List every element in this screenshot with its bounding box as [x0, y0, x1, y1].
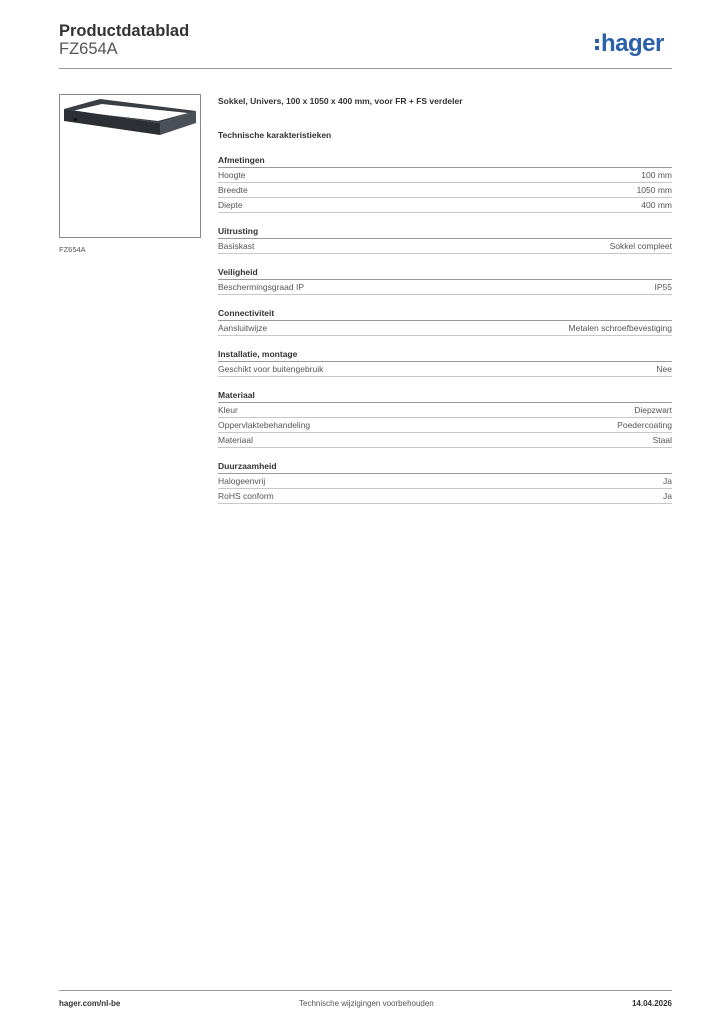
spec-value: Poedercoating [617, 420, 672, 430]
spec-value: 400 mm [641, 200, 672, 210]
spec-label: Aansluitwijze [218, 323, 268, 333]
spec-value: Sokkel compleet [609, 241, 672, 251]
spec-label: Oppervlaktebehandeling [218, 420, 311, 430]
product-image [60, 95, 200, 237]
spec-label: Hoogte [218, 170, 246, 180]
spec-value: Metalen schroefbevestiging [568, 323, 672, 333]
product-image-frame [59, 94, 201, 238]
spec-sections [218, 154, 672, 504]
header-divider [59, 68, 672, 69]
spec-label: Materiaal [218, 435, 253, 445]
spec-label: Geschikt voor buitengebruik [218, 364, 324, 374]
footer-date: 14.04.2026 [631, 999, 672, 1008]
spec-value: Ja [663, 491, 672, 501]
spec-row [218, 280, 672, 295]
logo-text: hager [601, 30, 664, 57]
spec-section [218, 348, 672, 377]
spec-label: Beschermingsgraad IP [218, 282, 304, 292]
page-title: Productdatablad [59, 22, 190, 40]
spec-section [218, 460, 672, 504]
spec-section [218, 266, 672, 295]
spec-content [218, 95, 672, 504]
spec-value: Nee [656, 364, 672, 374]
footer-disclaimer: Technische wijzigingen voorbehouden [299, 999, 434, 1008]
spec-label: Breedte [218, 185, 248, 195]
section-title: Veiligheid [218, 266, 672, 280]
tech-characteristics-title: Technische karakteristieken [218, 130, 332, 140]
spec-row [218, 433, 672, 448]
spec-label: Basiskast [218, 241, 255, 251]
product-code: FZ654A [59, 40, 118, 58]
spec-label: Halogeenvrij [218, 476, 266, 486]
spec-value: Ja [663, 476, 672, 486]
spec-row [218, 489, 672, 504]
spec-value: 1050 mm [636, 185, 672, 195]
spec-value: Staal [652, 435, 672, 445]
spec-section [218, 154, 672, 213]
spec-value: IP55 [654, 282, 672, 292]
section-title: Installatie, montage [218, 348, 672, 362]
section-title: Duurzaamheid [218, 460, 672, 474]
spec-value: 100 mm [641, 170, 672, 180]
spec-label: Diepte [218, 200, 243, 210]
spec-label: RoHS conform [218, 491, 274, 501]
spec-value: Diepzwart [634, 405, 672, 415]
spec-section [218, 307, 672, 336]
spec-row [218, 198, 672, 213]
hager-logo [595, 30, 664, 58]
section-title: Materiaal [218, 389, 672, 403]
spec-label: Kleur [218, 405, 238, 415]
spec-row [218, 239, 672, 254]
spec-row [218, 418, 672, 433]
spec-section [218, 225, 672, 254]
spec-row [218, 183, 672, 198]
footer-divider [59, 990, 672, 991]
product-description: Sokkel, Univers, 100 x 1050 x 400 mm, voor FR + FS verdeler [218, 96, 463, 106]
logo-dots-icon [595, 39, 599, 50]
footer-website: hager.com/nl-be [59, 999, 121, 1008]
spec-row [218, 403, 672, 418]
section-title: Connectiviteit [218, 307, 672, 321]
spec-row [218, 362, 672, 377]
section-title: Uitrusting [218, 225, 672, 239]
spec-row [218, 474, 672, 489]
spec-row [218, 168, 672, 183]
spec-row [218, 321, 672, 336]
image-caption: FZ654A [59, 245, 86, 254]
spec-section [218, 389, 672, 448]
section-title: Afmetingen [218, 154, 672, 168]
